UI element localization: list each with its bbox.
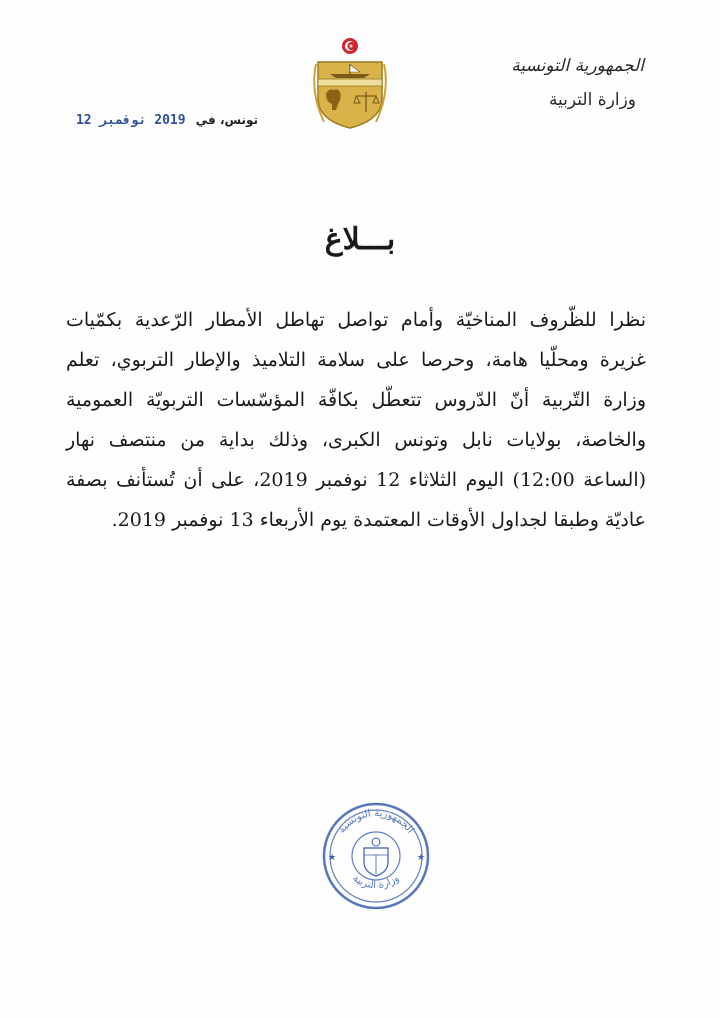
svg-text:★: ★ [328,853,337,863]
date-place-prefix: تونس، في [195,113,258,127]
body-line: عاديّة وطبقا لجداول الأوقات المعتمدة يوم الأربعاء 13 نوفمبر 2019. [111,509,646,531]
ministry-header [494,55,644,114]
svg-text:وزارة التربية: وزارة التربية [350,872,402,892]
tunisia-coat-of-arms-icon [312,36,388,132]
stamped-date: 2019 نوفمبر 12 [75,113,186,128]
ministry-stamp-icon [320,800,432,912]
body-line: والخاصة، بولايات نابل وتونس الكبرى، وذلك بداية من منتصف نهار [66,429,646,451]
announcement-body [66,300,646,540]
svg-text:★: ★ [417,853,426,863]
svg-text:الجمهورية التونسية: الجمهورية التونسية [336,807,416,836]
ministry-name: وزارة التربية [548,89,636,110]
body-line: وزارة التّربية أنّ الدّروس تتعطّل بكافّة المؤسّسات التربويّة العمومية [66,389,646,411]
republic-name: الجمهورية التونسية [511,56,644,76]
date-line [75,113,258,128]
body-line: نظرا للظّروف المناخيّة وأمام تواصل تهاطل الأمطار الرّعدية بكمّيات [66,309,646,331]
body-line: غزيرة ومحلّيا هامة، وحرصا على سلامة التلاميذ والإطار التربوي، تعلم [66,349,646,371]
document-title: بـــلاغ [324,222,396,257]
body-line: (الساعة 12:00) اليوم الثلاثاء 12 نوفمبر 2019، على أن تُستأنف بصفة [66,469,647,491]
